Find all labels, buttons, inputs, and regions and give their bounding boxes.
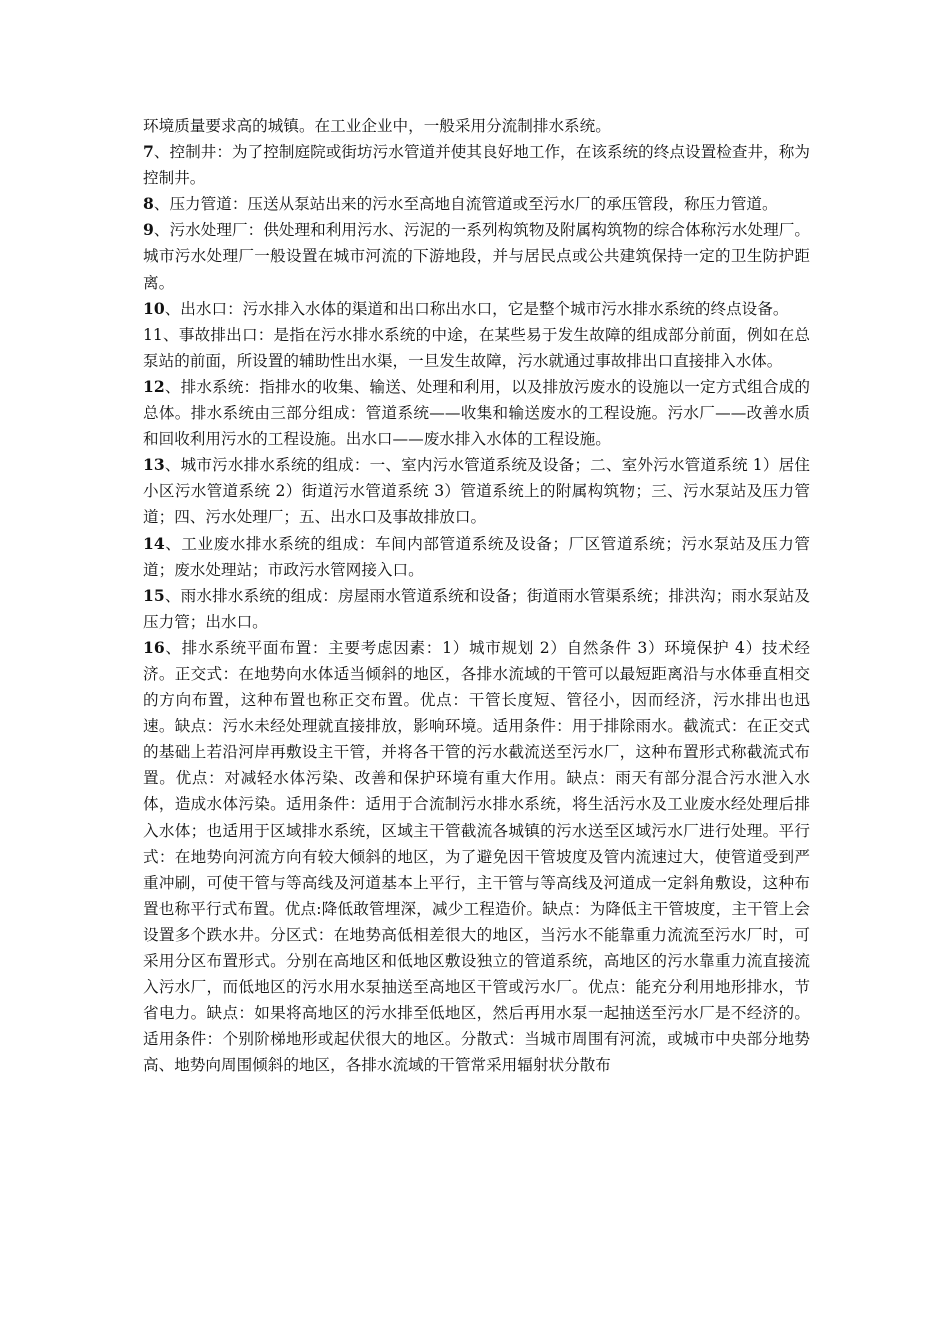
paragraph-text: 、工业废水排水系统的组成：车间内部管道系统及设备；厂区管道系统；污水泵站及压力管道；废水处理站；市政污水管网接入口。 <box>143 534 810 579</box>
item-number: 10 <box>143 298 165 318</box>
item-number: 9 <box>143 220 154 240</box>
paragraph-text: 、压力管道：压送从泵站出来的污水至高地自流管道或至污水厂的承压管段，称压力管道。 <box>153 195 778 214</box>
paragraph-continuation <box>143 113 810 139</box>
paragraph-item-12 <box>143 374 810 452</box>
paragraph-item-10 <box>143 296 810 322</box>
paragraph-text: 、污水处理厂：供处理和利用污水、污泥的一系列构筑物及附属构筑物的综合体称污水处理厂。城市污水处理厂一般设置在城市河流的下游地段，并与居民点或公共建筑保持一定的卫生防护距离。 <box>143 221 810 292</box>
paragraph-item-15 <box>143 583 810 635</box>
item-number: 8 <box>143 194 154 214</box>
paragraph-item-8 <box>143 191 810 217</box>
paragraph-item-9 <box>143 217 810 295</box>
paragraph-item-13 <box>143 452 810 530</box>
paragraph-text: 、控制井：为了控制庭院或街坊污水管道并使其良好地工作，在该系统的终点设置检查井，称为控制井。 <box>143 143 810 188</box>
paragraph-item-16 <box>143 635 810 1079</box>
paragraph-text: 、雨水排水系统的组成：房屋雨水管道系统和设备；街道雨水管渠系统；排洪沟；雨水泵站及压力管；出水口。 <box>143 586 810 631</box>
item-number: 15 <box>143 585 165 605</box>
item-number: 16 <box>143 637 165 657</box>
paragraph-item-7 <box>143 139 810 191</box>
paragraph-item-14 <box>143 531 810 583</box>
item-number: 13 <box>143 455 165 475</box>
item-number: 14 <box>143 533 165 553</box>
paragraph-text: 环境质量要求高的城镇。在工业企业中，一般采用分流制排水系统。 <box>143 117 611 135</box>
paragraph-text: 、排水系统平面布置：主要考虑因素：1）城市规划 2）自然条件 3）环境保护 4）技术经济。正交式：在地势向水体适当倾斜的地区，各排水流域的干管可以最短距离沿与水体垂直相交的方向布置，这种布置也称正交布置。优点：干管长度短、管径小，因而经济，污水排出也迅速。缺点：污水未经处理就直接排放，影响环境。适用条件：用于排除雨水。截流式：在正交式的基础上若沿河岸再敷设主干管，并将各干管的污水截流送至污水厂，这种布置形式称截流式布置。优点：对减轻水体污染、改善和保护环境有重大作用。缺点：雨天有部分混合污水泄入水体，造成水体污染。适用条件：适用于合流制污水排水系统，将生活污水及工业废水经处理后排入水体；也适用于区域排水系统，区域主干管截流各城镇的污水送至区域污水厂进行处理。平行式：在地势向河流方向有较大倾斜的地区，为了避免因干管坡度及管内流速过大，使管道受到严重冲刷，可使干管与等高线及河道基本上平行，主干管与等高线及河道成一定斜角敷设，这种布置也称平行式布置。优点:降低敢管埋深，减少工程造价。缺点：为降低主干管坡度，主干管上会设置多个跌水井。分区式：在地势高低相差很大的地区，当污水不能靠重力流流至污水厂时，可采用分区布置形式。分别在高地区和低地区敷设独立的管道系统，高地区的污水靠重力流直接流入污水厂，而低地区的污水用水泵抽送至高地区干管或污水厂。优点：能充分利用地形排水，节省电力。缺点：如果将高地区的污水排至低地区，然后再用水泵一起抽送至污水厂是不经济的。适用条件：个别阶梯地形或起伏很大的地区。分散式：当城市周围有河流，或城市中央部分地势高、地势向周围倾斜的地区，各排水流域的干管常采用辐射状分散布 <box>143 638 810 1075</box>
item-number: 12 <box>143 376 165 396</box>
paragraph-text: 、出水口：污水排入水体的渠道和出口称出水口，它是整个城市污水排水系统的终点设备。 <box>164 299 789 318</box>
paragraph-item-11 <box>143 322 810 374</box>
paragraph-text: 、城市污水排水系统的组成：一、室内污水管道系统及设备；二、室外污水管道系统 1）居住小区污水管道系统 2）街道污水管道系统 3）管道系统上的附属构筑物；三、污水泵站及压力管道；四、污水处理厂；五、出水口及事故排放口。 <box>143 456 810 527</box>
paragraph-text: 11、事故排出口：是指在污水排水系统的中途，在某些易于发生故障的组成部分前面，例如在总泵站的前面，所设置的辅助性出水渠，一旦发生故障，污水就通过事故排出口直接排入水体。 <box>143 325 810 370</box>
item-number: 7 <box>143 142 154 162</box>
paragraph-text: 、排水系统：指排水的收集、输送、处理和利用，以及排放污废水的设施以一定方式组合成的总体。排水系统由三部分组成：管道系统——收集和输送废水的工程设施。污水厂——改善水质和回收利用污水的工程设施。出水口——废水排入水体的工程设施。 <box>143 377 810 449</box>
document-body <box>143 113 810 1078</box>
